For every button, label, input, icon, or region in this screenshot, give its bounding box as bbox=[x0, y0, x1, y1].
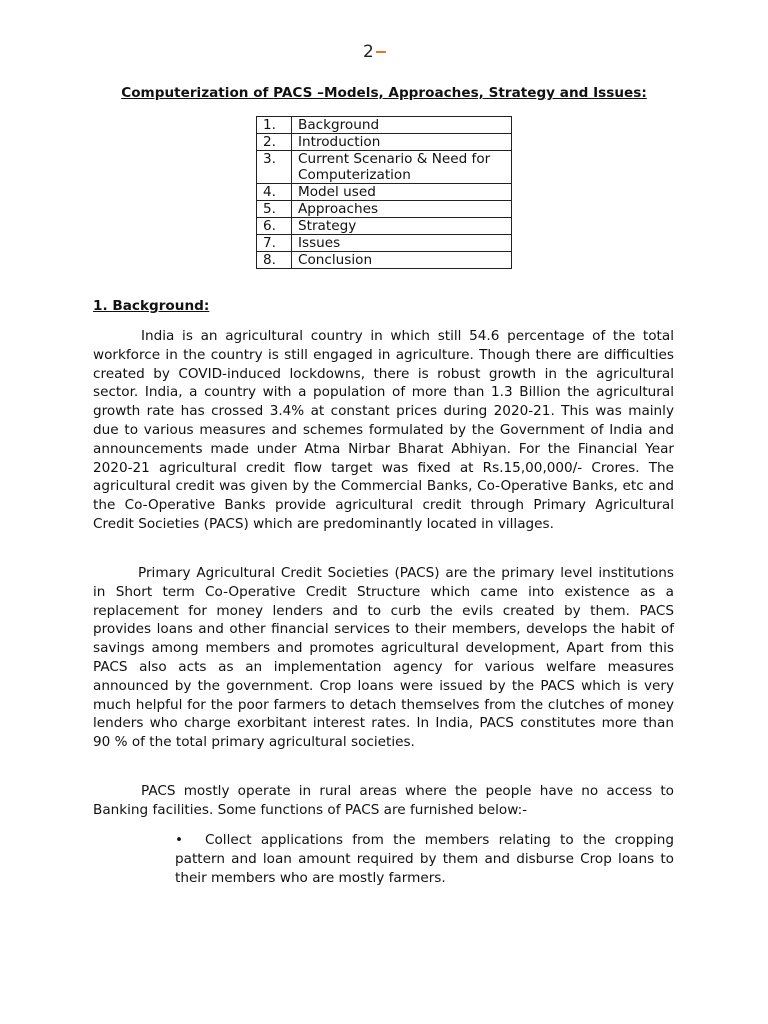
toc-row bbox=[257, 134, 512, 151]
toc-number: 2. bbox=[257, 134, 292, 151]
paragraph: Primary Agricultural Credit Societies (PACS) are the primary level institutions in Short term Co-Operative Credit Structure which came into existence as a replacement for money lenders and to curb the evils created by them. PACS provides loans and other financial services to their members, develops the habit of savings among members and promotes agricultural development, Apart from this PACS also acts as an implementation agency for various welfare measures announced by the government. Crop loans were issued by the PACS which is very much helpful for the poor farmers to detach themselves from the clutches of money lenders who charge exorbitant interest rates. In India, PACS constitutes more than 90 % of the total primary agricultural societies. bbox=[93, 565, 674, 751]
toc-label: Conclusion bbox=[292, 252, 512, 269]
section-heading-background: 1. Background: bbox=[93, 298, 210, 314]
toc-number: 6. bbox=[257, 218, 292, 235]
toc-label: Issues bbox=[292, 235, 512, 252]
toc-label: Approaches bbox=[292, 201, 512, 218]
toc-label: Strategy bbox=[292, 218, 512, 235]
bullet-icon: • bbox=[175, 832, 184, 848]
toc-row bbox=[257, 218, 512, 235]
toc-number: 3. bbox=[257, 151, 292, 184]
toc-number: 8. bbox=[257, 252, 292, 269]
toc-label: Model used bbox=[292, 184, 512, 201]
toc-label: Introduction bbox=[292, 134, 512, 151]
toc-label: Background bbox=[292, 117, 512, 134]
toc-number: 5. bbox=[257, 201, 292, 218]
bullet-list-item bbox=[175, 831, 674, 887]
toc-row bbox=[257, 235, 512, 252]
page-number bbox=[363, 42, 386, 62]
table-of-contents bbox=[256, 116, 512, 269]
paragraph: India is an agricultural country in which still 54.6 percentage of the total workforce in the country is still engaged in agriculture. Though there are difficulties created by COVID-induced lockdowns, there is robust growth in the agricultural sector. India, a country with a population of more than 1.3 Billion the agricultural growth rate has crossed 3.4% at constant prices during 2020-21. This was mainly due to various measures and schemes formulated by the Government of India and announcements made under Atma Nirbar Bharat Abhiyan. For the Financial Year 2020-21 agricultural credit flow target was fixed at Rs.15,00,000/- Crores. The agricultural credit was given by the Commercial Banks, Co-Operative Banks, etc and the Co-Operative Banks provide agricultural credit through Primary Agricultural Credit Societies (PACS) which are predominantly located in villages. bbox=[93, 328, 674, 532]
toc-row bbox=[257, 201, 512, 218]
toc-row bbox=[257, 184, 512, 201]
bullet-text: Collect applications from the members relating to the cropping pattern and loan amount required by them and disburse Crop loans to their members who are mostly farmers. bbox=[175, 832, 674, 886]
toc-number: 7. bbox=[257, 235, 292, 252]
toc-number: 1. bbox=[257, 117, 292, 134]
toc-row bbox=[257, 151, 512, 184]
toc-label: Current Scenario & Need for Computerization bbox=[292, 151, 512, 184]
toc-row bbox=[257, 252, 512, 269]
toc-row bbox=[257, 117, 512, 134]
document-title: Computerization of PACS –Models, Approaches, Strategy and Issues: bbox=[121, 85, 647, 101]
page-number-text: 2 bbox=[363, 42, 375, 62]
page-number-underline bbox=[376, 51, 386, 53]
paragraph: PACS mostly operate in rural areas where the people have no access to Banking facilities. Some functions of PACS are furnished below:- bbox=[93, 783, 674, 818]
toc-number: 4. bbox=[257, 184, 292, 201]
